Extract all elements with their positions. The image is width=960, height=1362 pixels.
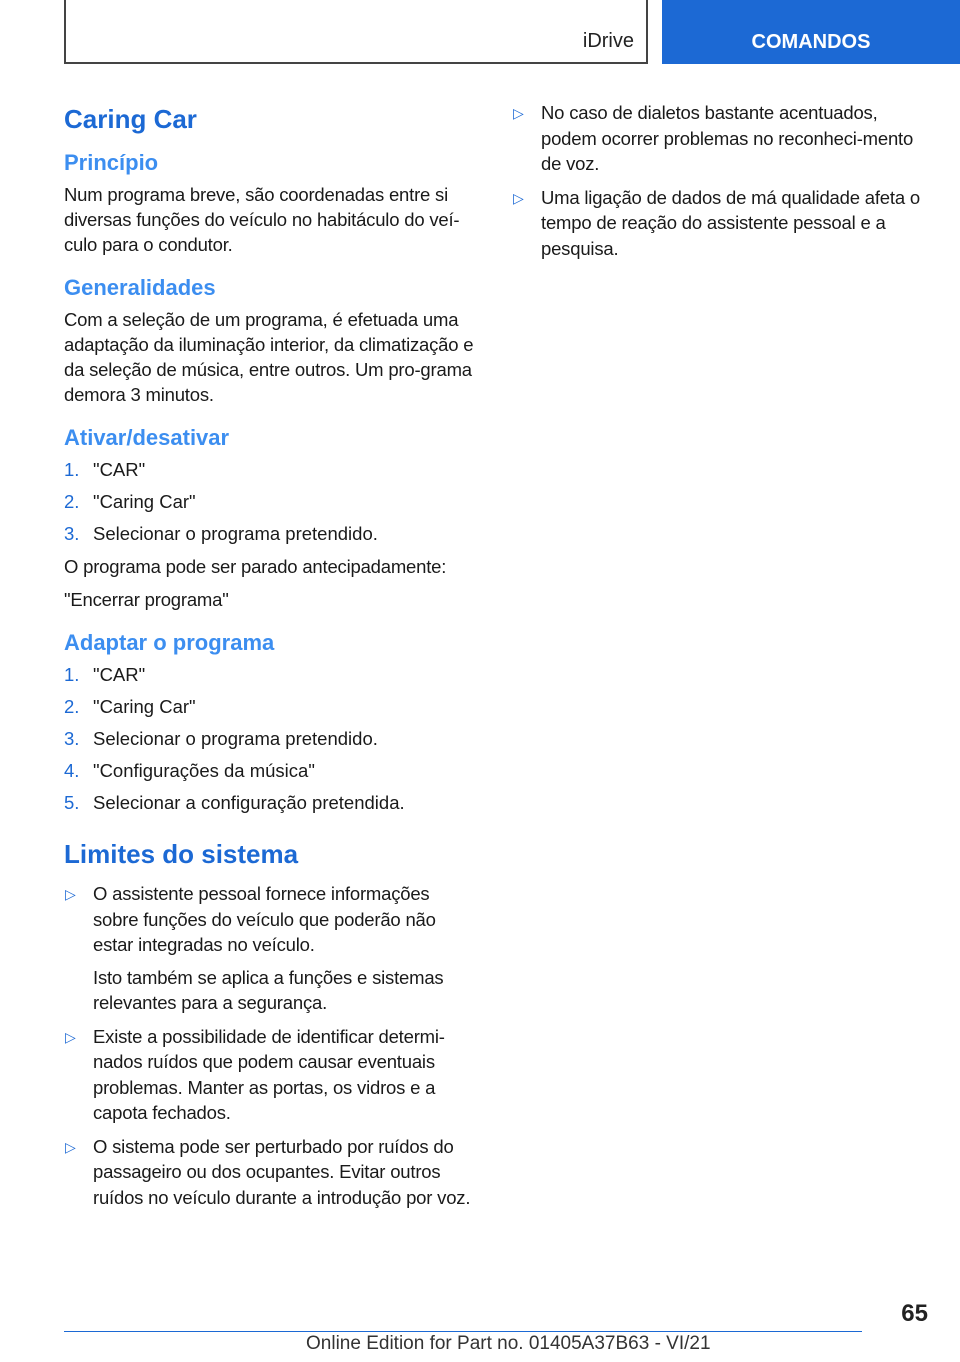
note-ativar: O programa pode ser parado antecipadamente: — [64, 556, 447, 577]
step-number: 1. — [64, 459, 80, 480]
step-text: "CAR" — [93, 664, 146, 685]
step-number: 2. — [64, 491, 80, 512]
step-text: "Caring Car" — [93, 696, 196, 717]
item-text: Uma ligação de dados de má qualidade afeta o tempo de reação do assistente pessoal e a pesquisa. — [541, 186, 920, 259]
list-item — [512, 100, 926, 177]
list-item — [64, 521, 478, 546]
page-number: 65 — [901, 1300, 928, 1327]
section-tab[interactable]: COMANDOS — [662, 0, 960, 64]
step-text: Selecionar a configuração pretendida. — [93, 792, 405, 813]
step-number: 3. — [64, 728, 80, 749]
triangle-bullet-icon: ▷ — [513, 105, 524, 121]
list-item — [64, 1134, 478, 1211]
text-principio: Num programa breve, são coordenadas entre si diversas funções do veículo no habitáculo do veí‐culo para o condutor. — [64, 184, 460, 255]
header-box — [64, 0, 648, 64]
step-text: "Configurações da música" — [93, 760, 315, 781]
note2-ativar: "Encerrar programa" — [64, 589, 229, 610]
section-title: Caring Car — [64, 104, 197, 134]
steps-ativar — [64, 457, 478, 546]
item-text: O sistema pode ser perturbado por ruídos do passageiro ou dos ocupantes. Evitar outros ruídos no veículo durante a introdução por voz. — [93, 1135, 471, 1208]
text-generalidades: Com a seleção de um programa, é efetuada uma adaptação da iluminação interior, da climatização e da seleção de música, entre outros. Um pro‐grama demora 3 minutos. — [64, 309, 474, 405]
steps-adaptar — [64, 662, 478, 815]
triangle-bullet-icon: ▷ — [65, 886, 76, 902]
list-item — [64, 489, 478, 514]
left-column — [64, 100, 478, 1218]
list-limites — [64, 881, 478, 1210]
heading-ativar: Ativar/desativar — [64, 425, 230, 450]
list-limites-continued — [512, 100, 926, 261]
triangle-bullet-icon: ▷ — [65, 1138, 76, 1155]
triangle-bullet-icon: ▷ — [65, 1028, 76, 1045]
item-text: No caso de dialetos bastante acentuados, podem ocorrer problemas no reconheci‐mento de voz. — [541, 102, 914, 174]
footer-divider — [64, 1331, 862, 1332]
step-text: "Caring Car" — [93, 491, 196, 512]
right-column — [512, 100, 926, 269]
list-item — [64, 1024, 478, 1126]
list-item — [64, 790, 478, 815]
item-text: Existe a possibilidade de identificar determi‐nados ruídos que podem causar eventuais problemas. Manter as portas, os vidros e a capota fechados. — [93, 1025, 445, 1123]
list-item — [64, 694, 478, 719]
footer-text: Online Edition for Part no. 01405A37B63 - VI/21 — [306, 1333, 711, 1354]
step-number: 3. — [64, 523, 80, 544]
step-text: Selecionar o programa pretendido. — [93, 728, 378, 749]
list-item — [64, 881, 478, 1016]
list-item — [64, 662, 478, 687]
item-text: O assistente pessoal fornece informações sobre funções do veículo que poderão não estar integradas no veículo. — [93, 883, 436, 955]
step-text: Selecionar o programa pretendido. — [93, 523, 378, 544]
list-item — [64, 726, 478, 751]
item-subtext: Isto também se aplica a funções e sistemas relevantes para a segurança. — [93, 966, 444, 1013]
heading-limites: Limites do sistema — [64, 839, 299, 869]
list-item — [512, 185, 926, 262]
list-item — [64, 758, 478, 783]
step-number: 4. — [64, 760, 80, 781]
step-text: "CAR" — [93, 459, 146, 480]
step-number: 2. — [64, 696, 80, 717]
step-number: 5. — [64, 792, 80, 813]
step-number: 1. — [64, 664, 80, 685]
heading-principio: Princípio — [64, 150, 159, 175]
header-title: iDrive — [582, 30, 634, 52]
list-item — [64, 457, 478, 482]
heading-generalidades: Generalidades — [64, 275, 216, 300]
heading-adaptar: Adaptar o programa — [64, 630, 275, 655]
triangle-bullet-icon: ▷ — [513, 189, 524, 206]
